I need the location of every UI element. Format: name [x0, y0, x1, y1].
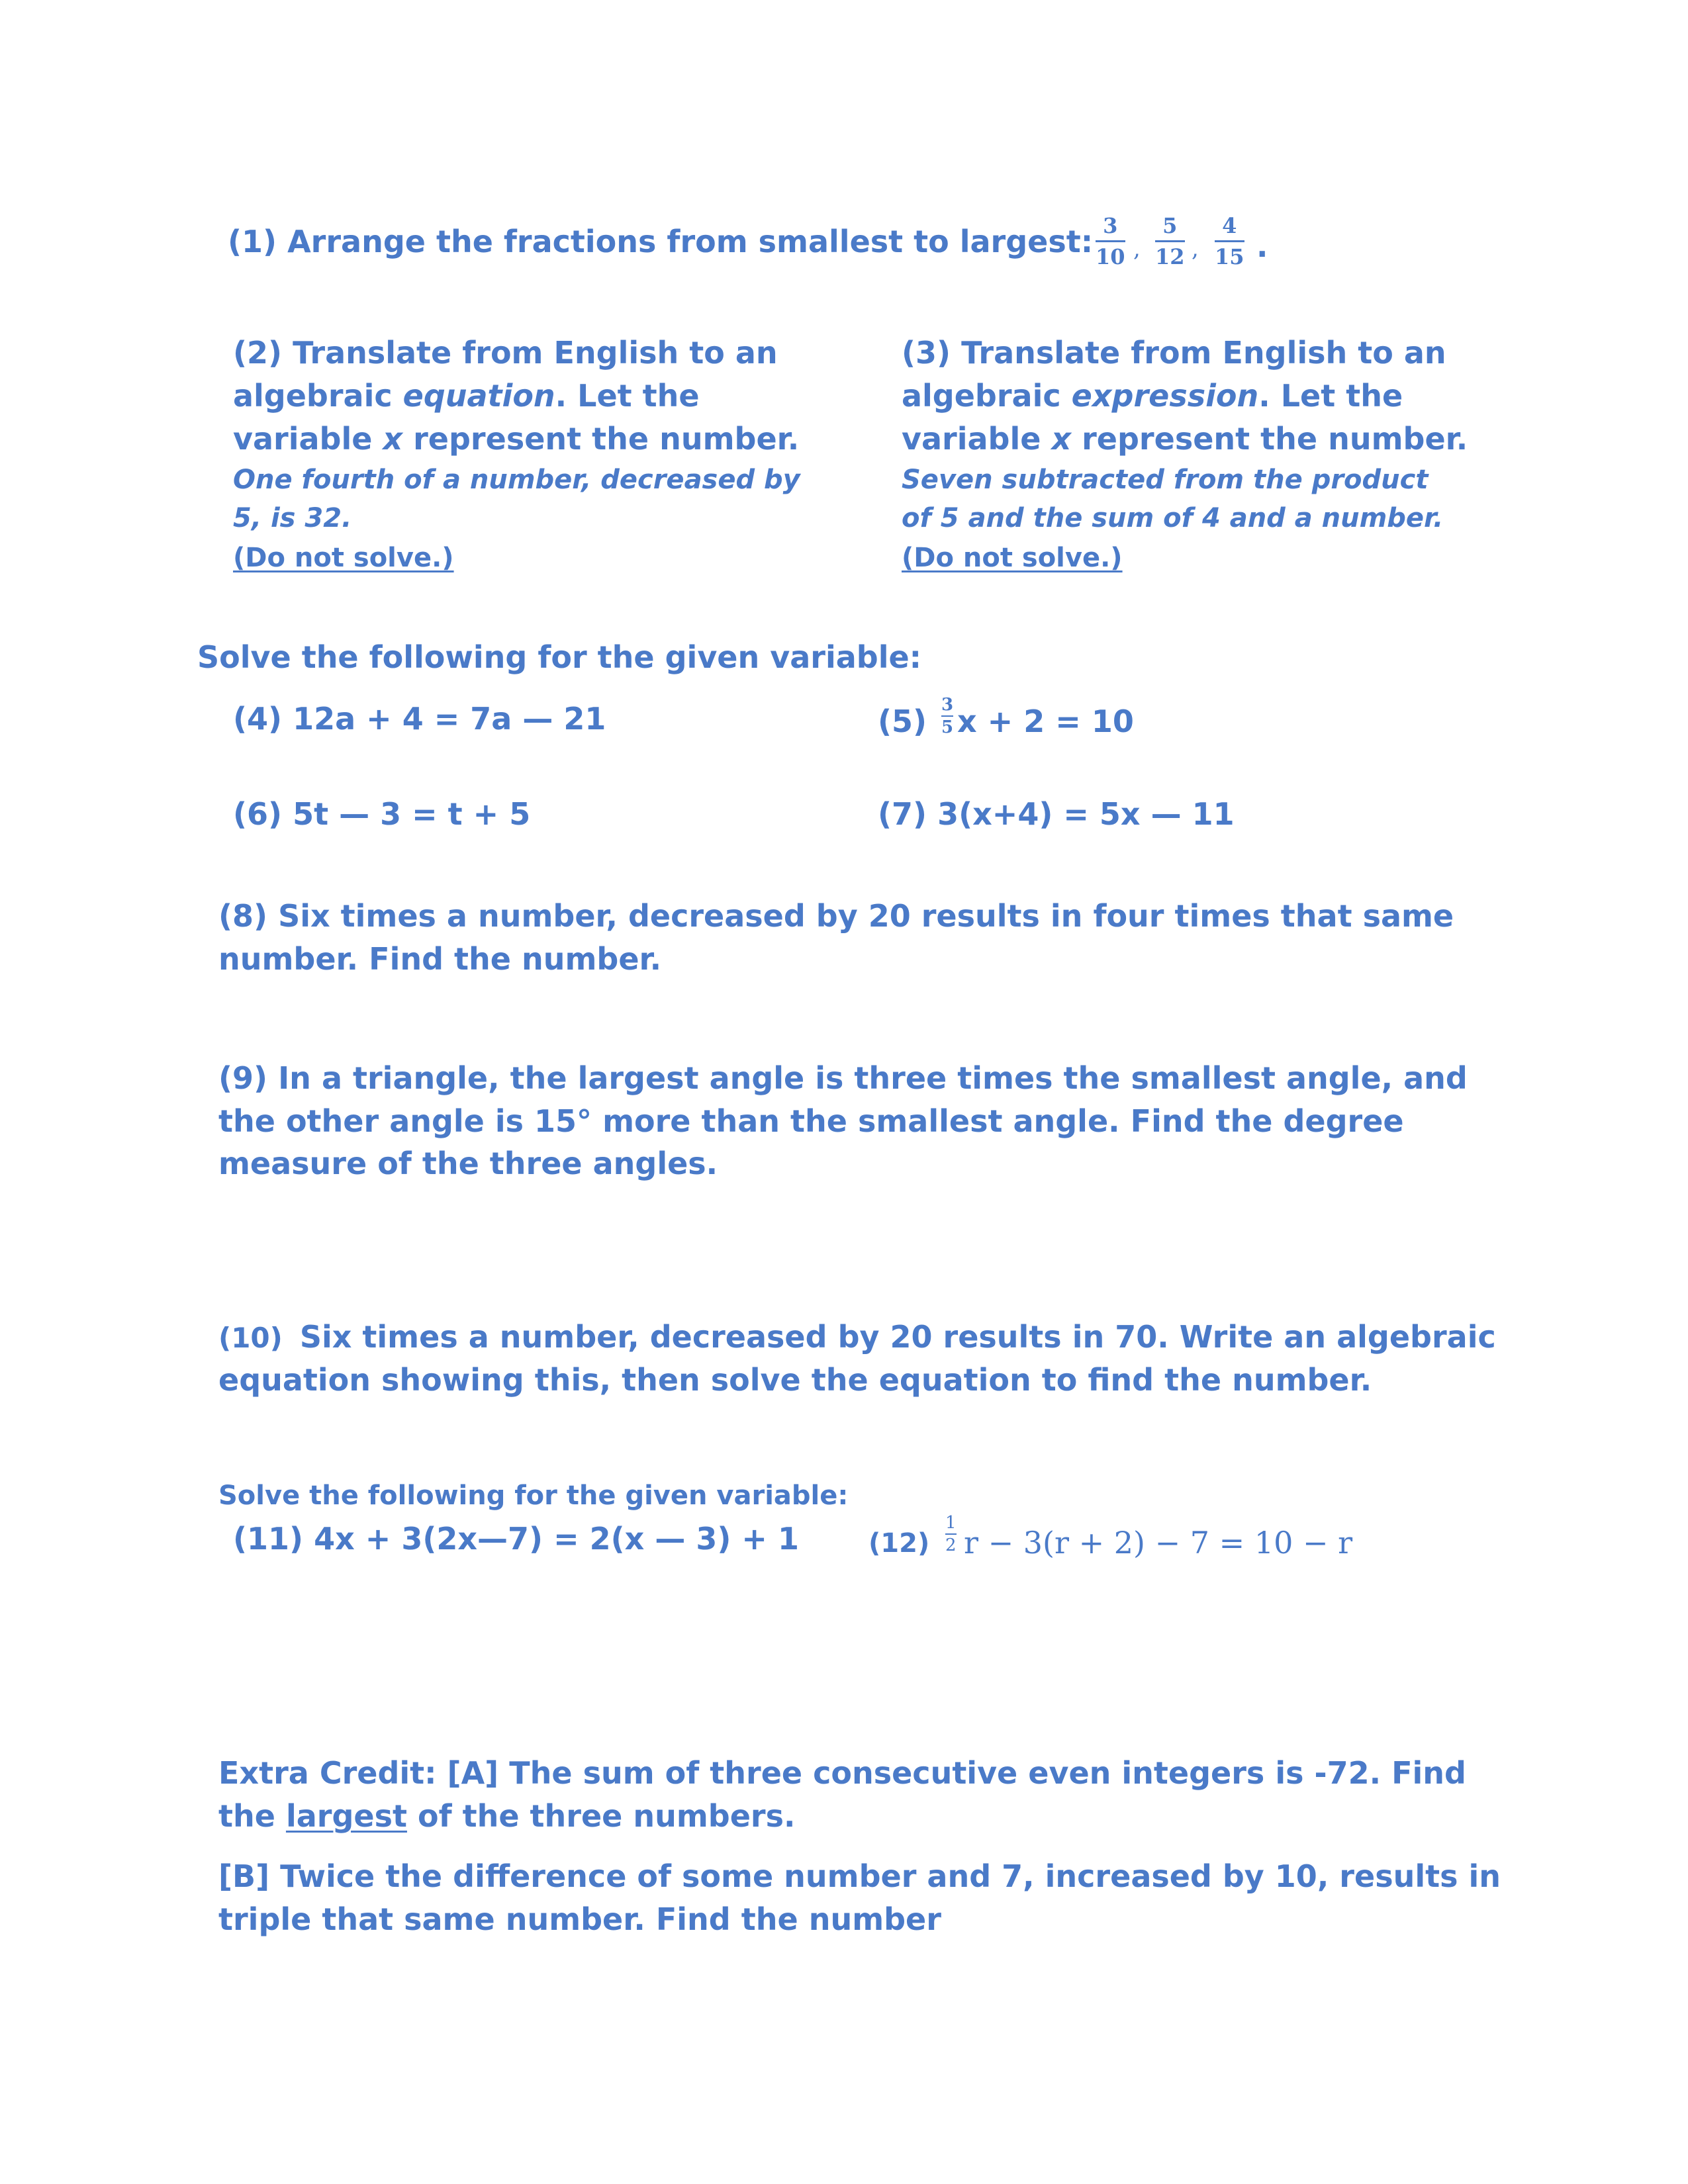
q3-italic2: of 5 and the sum of 4 and a number.	[902, 503, 1444, 533]
comma: ,	[1133, 236, 1141, 262]
solve-header-1: Solve the following for the given variable:	[197, 639, 922, 675]
q2-equation-word: equation	[402, 378, 555, 414]
q2-line1: (2) Translate from English to an	[233, 335, 778, 371]
q12-equation: r − 3(r + 2) − 7 = 10 − r	[964, 1525, 1353, 1561]
q3-line2-c: . Let the	[1258, 378, 1403, 414]
solve-header-2: Solve the following for the given variable:	[218, 1480, 849, 1511]
fraction-denominator: 5	[941, 717, 954, 737]
q10-line1	[218, 1319, 1496, 1355]
q12-label: (12)	[868, 1528, 930, 1559]
q9-line2: the other angle is 15° more than the smallest angle. Find the degree	[218, 1103, 1404, 1139]
q2-note: (Do not solve.)	[233, 543, 454, 573]
extra-b-line2: triple that same number. Find the number	[218, 1901, 941, 1937]
comma: ,	[1192, 236, 1199, 262]
q6-equation: (6) 5t — 3 = t + 5	[233, 796, 531, 832]
fraction-denominator: 10	[1096, 244, 1125, 269]
q11-equation: (11) 4x + 3(2x—7) = 2(x — 3) + 1	[233, 1521, 799, 1557]
q3-line3	[902, 421, 1468, 457]
q9-line3: measure of the three angles.	[218, 1146, 718, 1181]
q8-line2: number. Find the number.	[218, 941, 662, 977]
q1-text: (1) Arrange the fractions from smallest to largest:	[228, 224, 1094, 259]
fraction-5-12	[1155, 215, 1185, 267]
q5-fraction	[941, 696, 953, 736]
q2-italic1: One fourth of a number, decreased by	[233, 465, 800, 495]
q10-line1-text: Six times a number, decreased by 20 results in 70. Write an algebraic	[299, 1319, 1496, 1355]
fraction-numerator: 3	[941, 695, 954, 715]
q3-line3-a: variable	[902, 421, 1052, 457]
q2-line2-c: . Let the	[555, 378, 700, 414]
fraction-3-10	[1096, 215, 1125, 267]
q12-fraction	[945, 1514, 957, 1554]
q3-line1: (3) Translate from English to an	[902, 335, 1446, 371]
q9-line1: (9) In a triangle, the largest angle is three times the smallest angle, and	[218, 1060, 1468, 1096]
extra-a-line2	[218, 1798, 795, 1834]
q2-line3-a: variable	[233, 421, 383, 457]
fraction-numerator: 5	[1162, 213, 1178, 238]
fraction-bar	[1215, 240, 1244, 242]
q2-italic2: 5, is 32.	[233, 503, 352, 533]
q4-equation: (4) 12a + 4 = 7a — 21	[233, 701, 606, 737]
fraction-denominator: 12	[1155, 244, 1185, 269]
fraction-bar	[1155, 240, 1185, 242]
fraction-bar	[1096, 240, 1125, 242]
fraction-denominator: 2	[945, 1535, 957, 1555]
q3-variable-x: x	[1051, 421, 1072, 457]
fraction-numerator: 3	[1103, 213, 1118, 238]
q2-line2-a: algebraic	[233, 378, 403, 414]
q3-note: (Do not solve.)	[902, 543, 1123, 573]
q10-line2: equation showing this, then solve the equation to find the number.	[218, 1362, 1372, 1398]
q3-line3-c: represent the number.	[1071, 421, 1468, 457]
q10-label: (10)	[218, 1322, 283, 1354]
extra-a-line2-a: the	[218, 1798, 286, 1834]
q8-line1: (8) Six times a number, decreased by 20 results in four times that same	[218, 898, 1454, 934]
extra-largest-word: largest	[285, 1798, 407, 1834]
fraction-denominator: 15	[1215, 244, 1244, 269]
period: .	[1256, 228, 1268, 264]
q3-line2-a: algebraic	[902, 378, 1072, 414]
fraction-numerator: 4	[1222, 213, 1237, 238]
extra-a-line2-c: of the three numbers.	[406, 1798, 796, 1834]
fraction-bar	[941, 715, 953, 717]
fraction-4-15	[1215, 215, 1244, 267]
extra-a-line1: Extra Credit: [A] The sum of three consecutive even integers is -72. Find	[218, 1755, 1466, 1791]
q5-equation: x + 2 = 10	[957, 704, 1134, 739]
q2-line2	[233, 378, 700, 414]
q3-line2	[902, 378, 1403, 414]
fraction-bar	[945, 1533, 957, 1535]
extra-b-line1: [B] Twice the difference of some number and 7, increased by 10, results in	[218, 1858, 1501, 1894]
q5-label: (5)	[878, 704, 927, 739]
q2-line3	[233, 421, 799, 457]
fraction-numerator: 1	[945, 1513, 957, 1533]
q2-variable-x: x	[383, 421, 403, 457]
q2-line3-c: represent the number.	[402, 421, 800, 457]
q7-equation: (7) 3(x+4) = 5x — 11	[878, 796, 1235, 832]
q3-italic1: Seven subtracted from the product	[902, 465, 1429, 495]
q3-expression-word: expression	[1071, 378, 1259, 414]
